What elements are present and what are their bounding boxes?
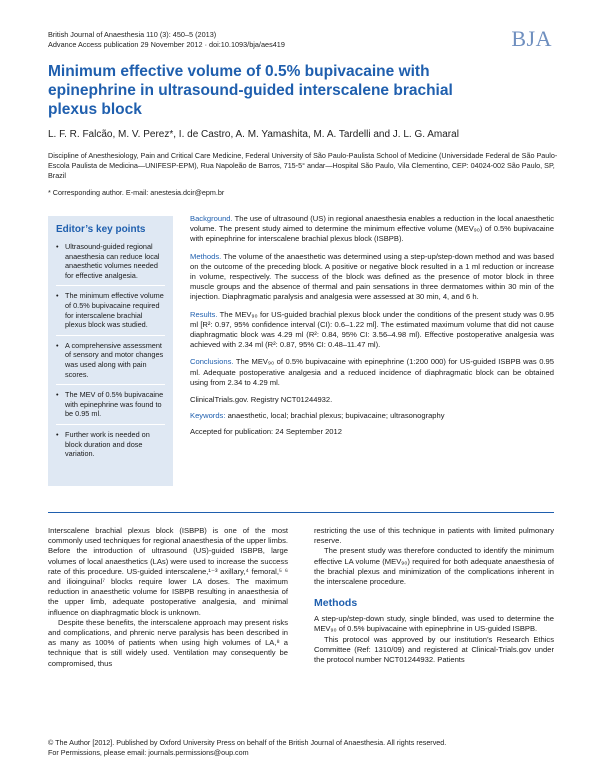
key-point: • A comprehensive assessment of sensory and motor changes was used along with pain scores. xyxy=(56,341,165,385)
body-paragraph: Interscalene brachial plexus block (ISBPB) is one of the most commonly used techniques for regional anaesthesia of the upper limbs. Before the introduction of ultrasound (US)-guided ISBPB, large volumes of local anaesthetics (LAs) were used to increase the success rate of this procedure. US-guided interscalene,¹⁻³ axillary,⁴ femoral,⁵ ⁶ and ilioinguinal⁷ blocks require lower LA doses. The maximum reduction in anaesthetic volume for ISBPB resulting in anaesthesia of the upper limb, adequate postoperative analgesia, and minimal influence on diaphragmatic block is unknown. xyxy=(48,526,288,617)
body-paragraph: The present study was therefore conducted to identify the minimum effective LA volume (MEV₉₀) required for both adequate anaesthesia of the brachial plexus and minimization of the complications inherent in the interscalene procedure. xyxy=(314,546,554,587)
results-text: The MEV₉₀ for US-guided brachial plexus block under the conditions of the present study was 0.95 ml [R²: 0.97, 95% confidence interval (CI): 0.6–1.22 ml]. The estimated maximum volume that did not cause diaphragmatic block was 4.29 ml (R²: 0.84, 95% CI: 3.56–4.98 ml). Effective postoperative analgesia was achieved with 2.34 ml (R²: 0.87, 95% CI: 0.48–11.47 ml). xyxy=(190,309,554,350)
affiliation: Discipline of Anesthesiology, Pain and Critical Care Medicine, Federal University of São Paulo-Paulista School of Medicine (Universidade Federal de São Paulo-Escola Paulista de Medicina—UNIFESP-EPM), Rua Napoleão de Barros, 715-5° andar—Hospital São Paulo, Vila Clementino, CEP: 04024-002 São Paulo, SP, Brazil xyxy=(48,151,558,180)
abstract-results xyxy=(190,310,554,351)
abstract-background xyxy=(190,214,554,245)
keywords-label: Keywords: xyxy=(190,411,226,421)
journal-line-2: Advance Access publication 29 November 2012 · doi:10.1093/bja/aes419 xyxy=(48,40,285,49)
article-title: Minimum effective volume of 0.5% bupivacaine with epinephrine in ultrasound-guided interscalene brachial plexus block xyxy=(48,63,453,118)
trial-registry: ClinicalTrials.gov. Registry NCT01244932. xyxy=(190,395,333,405)
author-list: L. F. R. Falcão, M. V. Perez*, I. de Castro, A. M. Yamashita, M. A. Tardelli and J. L. G. Amaral xyxy=(48,129,459,140)
methods-heading: Methods xyxy=(314,597,358,610)
journal-line-1: British Journal of Anaesthesia 110 (3): 450–5 (2013) xyxy=(48,30,217,39)
keywords-text: anaesthetic, local; brachial plexus; bupivacaine; ultrasonography xyxy=(225,411,445,421)
corresponding-author: * Corresponding author. E-mail: anestesia.dcir@epm.br xyxy=(48,188,225,197)
conclusions-label: Conclusions. xyxy=(190,357,234,367)
body-paragraph: restricting the use of this technique in patients with limited pulmonary reserve. xyxy=(314,526,554,546)
body-paragraph: Despite these benefits, the interscalene approach may present risks and complications, and phrenic nerve paralysis has been described in as many as 100% of patients when using high volumes of LA,⁸ a technique that is still widely used. Ventilation may consequently be compromised, thus xyxy=(48,617,288,668)
key-points-heading: Editor’s key points xyxy=(56,224,146,235)
accepted-date: Accepted for publication: 24 September 2012 xyxy=(190,427,342,437)
background-label: Background. xyxy=(190,214,233,223)
section-divider xyxy=(48,512,554,513)
body-paragraph: This protocol was approved by our institution’s Research Ethics Committee (Ref: 1310/09) and registered at Clinical-Trials.gov under the protocol number NCT01244932. Patients xyxy=(314,634,554,665)
copyright-footer xyxy=(48,738,446,758)
key-point: • The minimum effective volume of 0.5% bupivacaine required for interscalene brachial plexus block was studied. xyxy=(56,291,165,335)
methods-label: Methods. xyxy=(190,251,222,261)
permissions-line: For Permissions, please email: journals.permissions@oup.com xyxy=(48,748,249,757)
key-point: • The MEV of 0.5% bupivacaine with epinephrine was found to be 0.95 ml. xyxy=(56,390,165,425)
body-column-left xyxy=(48,526,288,669)
conclusions-text: The MEV₉₀ of 0.5% bupivacaine with epinephrine (1:200 000) for US-guided ISBPB was 0.95 ml. Adequate postoperative analgesia and a reduced incidence of diaphragmatic block can be obtained using from 2.34 to 4.29 ml. xyxy=(190,357,554,387)
abstract-conclusions xyxy=(190,357,554,388)
bja-logo: BJA xyxy=(511,26,552,51)
abstract-methods xyxy=(190,252,554,303)
key-points-list xyxy=(56,242,165,464)
keywords xyxy=(190,411,554,421)
abstract xyxy=(190,214,554,444)
methods-text: The volume of the anaesthetic was determined using a step-up/step-down method and was based on the outcome of the preceding block. A positive or negative block resulted in a 1 ml reduction or increase in volume, respectively. The success of the block was defined as the presence of motor block in three muscle groups and the absence of thermal and pain sensations in three dermatomes within 30 min of the injection. Diaphragmatic paralysis and analgesia were assessed at 30 min, 4, and 6 h. xyxy=(190,251,554,302)
copyright-line: © The Author [2012]. Published by Oxford University Press on behalf of the British Journal of Anaesthesia. All rights reserved. xyxy=(48,738,447,747)
background-text: The use of ultrasound (US) in regional anaesthesia enables a reduction in the local anaesthetic volume. The present study aimed to determine the minimum effective volume (MEV₉₀) of 0.5% bupivacaine with epinephrine for interscalene brachial plexus block (ISBPB). xyxy=(190,214,554,244)
body-column-right xyxy=(314,526,554,665)
body-paragraph: A step-up/step-down study, single blinded, was used to determine the MEV₉₀ of 0.5% bupivacaine with epinephrine in US-guided ISBPB. xyxy=(314,614,554,634)
journal-citation xyxy=(48,30,285,50)
results-label: Results. xyxy=(190,309,218,319)
key-points-box xyxy=(48,216,173,486)
key-point: • Further work is needed on block duration and dose variation. xyxy=(56,430,165,464)
key-point: • Ultrasound-guided regional anaesthesia can reduce local anaesthetic volumes needed for effective analgesia. xyxy=(56,242,165,286)
